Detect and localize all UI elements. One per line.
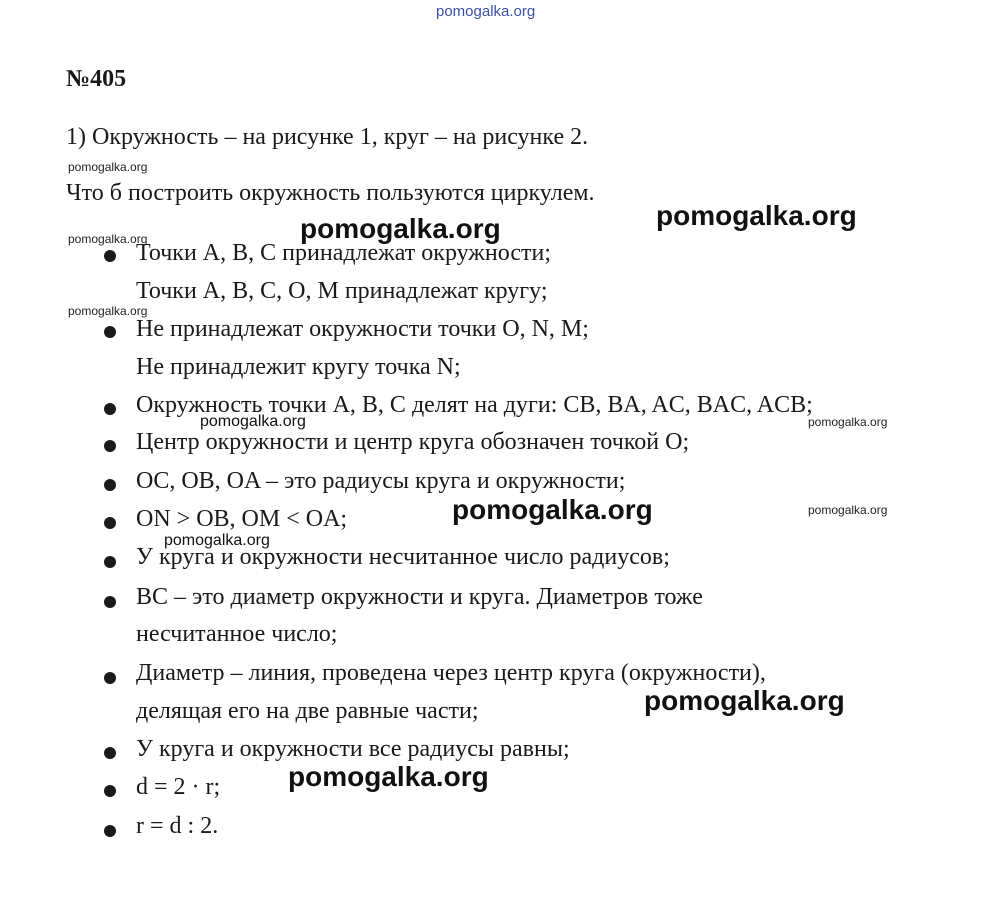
- list-item: Центр окружности и центр круга обозначен точкой O;: [136, 429, 690, 455]
- list-item: Окружность точки A, B, C делят на дуги: CB, BA, AC, BAC, ACB;: [136, 392, 813, 418]
- bullet: [104, 672, 116, 684]
- watermark-small: pomogalka.org: [68, 160, 148, 174]
- bullet: [104, 556, 116, 568]
- intro-line-1: 1) Окружность – на рисунке 1, круг – на рисунке 2.: [66, 124, 589, 150]
- bullet: [104, 403, 116, 415]
- list-item: Не принадлежат окружности точки O, N, M;: [136, 316, 589, 342]
- bullet: [104, 250, 116, 262]
- bullet: [104, 440, 116, 452]
- bullet: [104, 596, 116, 608]
- list-item: Диаметр – линия, проведена через центр круга (окружности),: [136, 660, 766, 686]
- list-item: d = 2 · r;: [136, 774, 221, 800]
- list-item: ON > OB, OM < OA;: [136, 506, 348, 532]
- intro-line-2: Что б построить окружность пользуются циркулем.: [66, 180, 595, 206]
- list-item: У круга и окружности несчитанное число радиусов;: [136, 544, 670, 570]
- list-item: r = d : 2.: [136, 813, 219, 839]
- bullet: [104, 785, 116, 797]
- watermark-big: pomogalka.org: [452, 494, 653, 525]
- watermark-big: pomogalka.org: [288, 761, 489, 792]
- list-item-continuation: Не принадлежит кругу точка N;: [136, 354, 461, 380]
- list-item: BC – это диаметр окружности и круга. Диаметров тоже: [136, 584, 703, 610]
- watermark-small: pomogalka.org: [808, 503, 888, 517]
- list-item: Точки A, B, C принадлежат окружности;: [136, 240, 551, 266]
- watermark-top: pomogalka.org: [436, 3, 536, 20]
- list-item-continuation: Точки A, B, C, O, M принадлежат кругу;: [136, 278, 548, 304]
- bullet: [104, 517, 116, 529]
- list-item: OC, OB, OA – это радиусы круга и окружности;: [136, 468, 626, 494]
- watermark-big: pomogalka.org: [644, 685, 845, 716]
- watermark-small: pomogalka.org: [808, 415, 888, 429]
- list-item: У круга и окружности все радиусы равны;: [136, 736, 570, 762]
- bullet: [104, 479, 116, 491]
- list-item-continuation: несчитанное число;: [136, 621, 338, 647]
- problem-number: №405: [66, 66, 127, 92]
- bullet: [104, 825, 116, 837]
- watermark-mid: pomogalka.org: [200, 413, 306, 430]
- watermark-big: pomogalka.org: [300, 213, 501, 244]
- watermark-big: pomogalka.org: [656, 200, 857, 231]
- watermark-small: pomogalka.org: [68, 232, 148, 246]
- watermark-small: pomogalka.org: [68, 304, 148, 318]
- bullet: [104, 326, 116, 338]
- watermark-mid: pomogalka.org: [164, 532, 270, 549]
- list-item-continuation: делящая его на две равные части;: [136, 698, 479, 724]
- bullet: [104, 747, 116, 759]
